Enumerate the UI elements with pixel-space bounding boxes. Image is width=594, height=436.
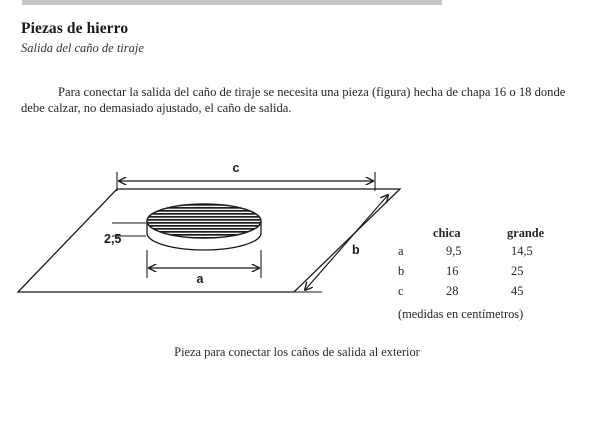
row-large: 25 (511, 264, 524, 278)
dim-height-label: 2,5 (104, 232, 122, 246)
row-large: 14,5 (511, 244, 533, 258)
row-small: 28 (446, 284, 459, 298)
header-large: grande (507, 226, 545, 240)
row-key: a (398, 244, 404, 258)
dim-b-line (305, 195, 388, 290)
table-footnote: (medidas en centímetros) (398, 307, 524, 321)
header-small: chica (433, 226, 461, 240)
section-subtitle: Salida del caño de tiraje (21, 41, 144, 55)
row-small: 16 (446, 264, 459, 278)
row-key: b (398, 264, 405, 278)
top-rule (22, 0, 442, 5)
collar-top (147, 204, 261, 238)
row-key: c (398, 284, 404, 298)
dim-a-label: a (196, 272, 204, 286)
section-title: Piezas de hierro (21, 20, 129, 37)
figure-caption: Pieza para conectar los caños de salida al exterior (174, 345, 420, 359)
body-paragraph: Para conectar la salida del caño de tiraje se necesita una pieza (figura) hecha de chapa 16 o 18 donde debe calzar, no demasiado ajustado, el caño de salida. (21, 85, 566, 115)
row-large: 45 (511, 284, 524, 298)
piece-figure (0, 150, 594, 310)
dim-c-label: c (232, 161, 240, 175)
row-small: 9,5 (446, 244, 462, 258)
dim-b-label: b (352, 243, 360, 257)
